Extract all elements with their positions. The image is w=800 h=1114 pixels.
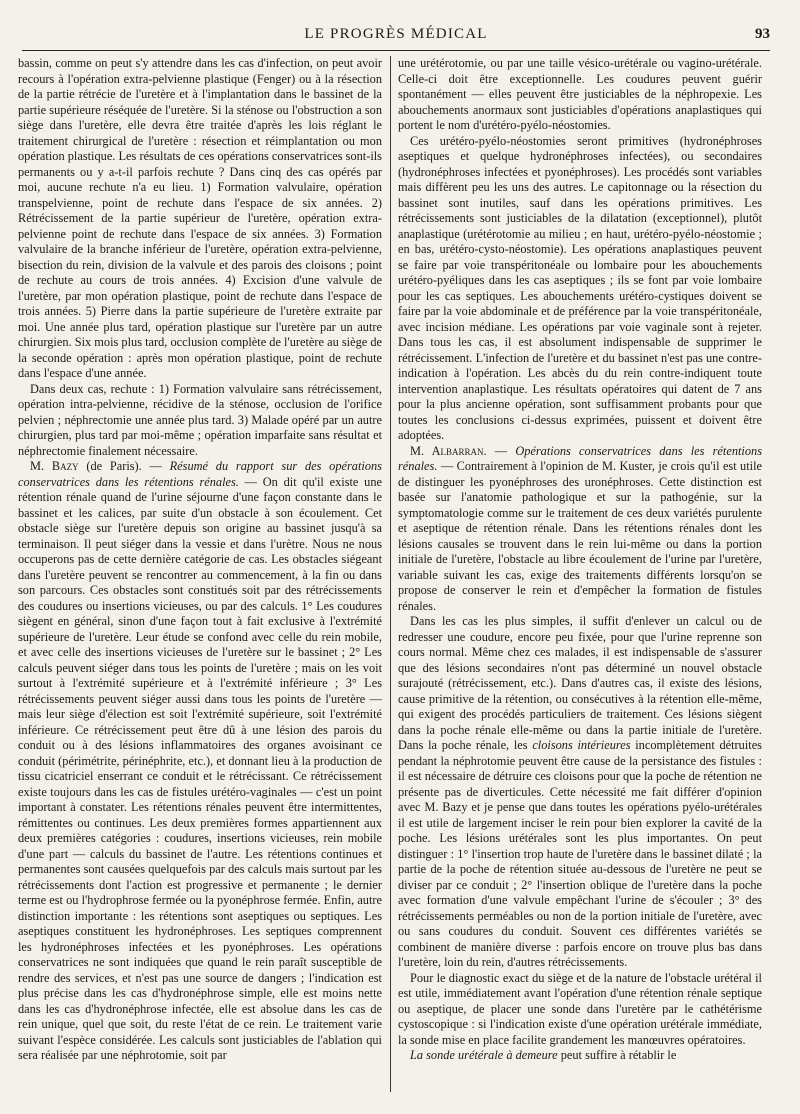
paragraph	[398, 444, 762, 615]
paragraph-body: incomplètement détruites pendant la néphrotomie peuvent être cause de la persistance des fistules : il est nécessaire de détruire ces cloisons pour que la poche de rétention ne présente pas de diverticules. Cette nécessité me fait différer d'opinion avec M. Bazy et je pense que dans toutes les opérations pyélo-urétérales il est utile de largement inciser le rein pour bien explorer la cavité de la poche. Les lésions urétérales sont les plus importantes. On peut distinguer : 1° l'insertion trop haute de l'uretère dans le bassinet dilaté ; la partie de la poche de rétention située au-dessous de l'uretère ne peut se diviser par ce conduit ; 2° l'insertion oblique de l'uretère dans la poche avec formation d'une valvule empêchant l'urine de s'écouler ; 3° des rétrécissements perméables ou non de la portion initiale de l'uretère, avec ou sans coudures du conduit. Souvent ces différentes variétés se combinent de manière diverse : parfois encore on trouve plus bas dans l'uretère, loin du rein, d'autres rétrécissements.	[398, 738, 762, 969]
paragraph	[398, 614, 762, 971]
italic-term: cloisons intérieures	[532, 738, 631, 752]
page-header	[22, 26, 770, 46]
author-location: (de Paris). —	[78, 459, 170, 473]
report-title: Opérations conservatrices dans les rétentions rénales.	[398, 443, 762, 473]
report-title: Résumé du rapport sur des opérations conservatrices dans les rétentions rénales.	[18, 459, 382, 489]
header-rule	[22, 50, 770, 51]
left-column	[18, 56, 382, 1092]
author-name: M. Bazy	[30, 459, 79, 473]
separator: —	[486, 443, 516, 458]
paragraph: Dans deux cas, rechute : 1) Formation valvulaire sans rétrécissement, opération intra-pelvienne, récidive de la sténose, occlusion de l'orifice pelvien ; néphrectomie une année plus tard. 3) Malade opéré par un autre chirurgien, plus tard par moi-même ; opération imparfaite sans résultat et néphrectomie finalement nécessaire.	[18, 381, 382, 458]
paragraph: Pour le diagnostic exact du siège et de la nature de l'obstacle urétéral il est utile, immédiatement avant l'opération d'une rétention rénale septique ou aseptique, de placer une sonde dans l'uretère par le cathétérisme cystoscopique : si l'indication existe d'une opération urétérale immédiate, la sonde mise en place facilite grandement les manœuvres opératoires.	[398, 970, 762, 1047]
paragraph-body: — On dit qu'il existe une rétention rénale quand de l'urine séjourne d'une façon constante dans le bassinet et les calices, par suite d'un obstacle à son écoulement. Cet obstacle siège sur l'uretère depuis son origine au bassinet jusqu'à sa terminaison. Il peut siéger dans la vessie et dans l'urètre. Nous ne nous occuperons pas de cette dernière catégorie de cas. Les obstacles siégeant dans l'uretère peuvent se rencontrer au commencement, à la fin ou dans son parcours. Ces obstacles sont constitués soit par des rétrécissements des coudures ou insertions vicieuses, ou par des calculs. 1° Les coudures siègent en général, sinon d'une façon tout à fait exclusive à l'extrémité supérieure de l'uretère. Leur étude se confond avec celle du rein mobile, et avec celle des insertions vicieuses de l'uretère sur le bassinet ; 2° Les calculs peuvent siéger dans tous les points de l'uretère ; mais on les voit surtout à l'extrémité supérieure et à l'extrémité inférieure ; 3° Les rétrécissements peuvent siéger aussi dans tous les points de l'uretère — mais leur siège d'élection est soit l'extrémité supérieure, soit l'extrémité inférieure. Ce rétrécissement peut être dû à une lésion des parois du conduit ou à des lésions inflammatoires des organes avoisinant ce conduit (périmétrite, périnéphrite, etc.), et donnant lieu à la production de tissu cicatriciel enserrant ce conduit et le rétrécissant. Ce rétrécissement existe toujours dans les cas de fistules urétéro-vaginales — c'est un point important à constater. Les rétentions rénales peuvent être intermittentes, rémittentes ou continues. Les deux premières formes appartiennent aux deux premières catégories : coudures, insertions vicieuses, rein mobile d'une part — calculs du bassinet de l'autre. Les rétentions continues et permanentes sont causées quelquefois par des calculs mais surtout par les rétrécissements dont l'action est progressive et permanente ; le dernier terme est ou l'hydrophrose fermée ou la pyonéphrose fermée. Enfin, autre distinction importante : les rétentions sont aseptiques ou septiques. Les aseptiques constituent les hydronéphroses. Les septiques comprennent les hydronéphroses infectées et les pyonéphroses. Les opérations conservatrices ne sont indiquées que quand le rein paraît susceptible de rendre des services, et n'est pas une source de dangers ; l'indication est plus précise dans les cas d'hydronéphrose simple, elle est moins nette dans les cas d'hydronéphrose infectée, elle est absolue dans les cas de rein unique, quel que soit, du reste l'état de ce rein. Le traitement varie suivant l'espèce considérée. Les calculs sont justiciables de l'ablation qui sera réalisée par une néphrotomie, soit par	[18, 474, 382, 1062]
column-divider	[390, 56, 391, 1092]
article-columns	[18, 56, 770, 1092]
running-title: LE PROGRÈS MÉDICAL	[304, 26, 488, 42]
right-column	[398, 56, 762, 1092]
paragraph	[398, 1048, 762, 1064]
paragraph: Ces urétéro-pyélo-néostomies seront primitives (hydronéphroses aseptiques et quelque hydronéphroses infectées), ou secondaires (hydronéphroses infectées et pyonéphroses). Les procédés sont variables mais diffèrent peu les uns des autres. Le capitonnage ou la résection du bassinet sont inutiles, sauf dans les opérations primitives. Les rétrécissements sont justiciables de la dilatation (exceptionnel), plutôt anaplastique (urétérotomie au milieu ; en haut, urétéro-pyélo-néostomie ; en bas, urétéro-cysto-néostomie). Les opérations anaplastiques peuvent se faire par voie transpéritonéale ou lombaire pour les abouchements urétéro-pyéliques dans les cas aseptiques ; ils se font par voie lombaire pour les cas septiques. Les abouchements urétéro-cystiques doivent se faire par la voie abdominale et de préférence par la voie transpéritonéale, avec incision médiane. Les opérations par voie vaginale sont à rejeter. Dans tous les cas, il est absolument indispensable de supprimer le rétrécissement. L'infection de l'uretère et du bassinet n'est pas une contre-indication à l'opération. Les abcès du du rein contre-indiquent toute intervention anaplastique. Les résultats opératoires qui datent de 7 ans pour la plus ancienne opération, sont suffisamment probants pour que toutes les conclusions ci-dessus exprimées, puissent et doivent être adoptées.	[398, 133, 762, 442]
paragraph: une urétérotomie, ou par une taille vésico-urétérale ou vagino-urétérale. Celle-ci doit être exceptionnelle. Les coudures peuvent guérir spontanément — elles peuvent être justiciables de la néphropexie. Les abouchements anormaux sont justiciables d'opérations anaplastiques qui portent le nom d'urétéro-pyélo-néostomies.	[398, 56, 762, 132]
paragraph-body: peut suffire à rétablir le	[557, 1048, 677, 1062]
author-name: M. Albarran.	[410, 443, 487, 458]
page-number: 93	[755, 26, 770, 42]
italic-term: La sonde urétérale à demeure	[410, 1048, 558, 1062]
paragraph	[18, 459, 382, 1064]
paragraph-body: — Contrairement à l'opinion de M. Kuster, je crois qu'il est utile de distinguer les pyonéphroses des uronéphroses. Cette distinction est basée sur l'anatomie pathologique et sur la pathogénie, sur la symptomatologie comme sur le traitement de ces deux variétés purulente et aseptique de rétention rénale. Dans les rétentions rénales dont les lésions causales se trouvent dans le rein lui-même ou dans la portion initiale de l'uretère, l'obstacle au libre écoulement de l'urine par l'uretère, variable suivant les cas, exige des traitements différents lorsqu'on se propose de conserver le rein et d'empêcher la formation de fistules rénales.	[398, 459, 762, 613]
paragraph: bassin, comme on peut s'y attendre dans les cas d'infection, on peut avoir recours à l'opération extra-pelvienne plastique (Fenger) ou à la résection de la partie rétrécie de l'uretère et à l'implantation dans le bassinet de la partie supérieure réséquée de l'uretère. Si la sténose ou l'obstruction a son siège dans l'uretère, elle devra être traitée d'après les lois réglant le traitement chirurgical de l'uretère : résection et réimplantation ou mon opération plastique. Les résultats de ces opérations conservatrices sont-ils permanents ou y a-t-il parfois rechute ? Dans cinq des cas opérés par moi, aucune rechute n'a eu lieu. 1) Formation valvulaire, opération transpelvienne, point de rechute dans l'espace de six années. 2) Rétrécissement de la partie supérieur de l'uretère, opération extra-pelvienne point de rechute dans l'espace de six années. 3) Formation valvulaire de la branche inférieur de l'uretère, opération extra-pelvienne, bisection du rein, division de la valvule et des parois des cloisons ; point de rechute au cours de trois années. 4) Excision d'une valvule de l'uretère, par mon opération plastique, point de rechute dans l'espace de trois années. 5) Pierre dans la partie supérieure de l'uretère extraite par moi. Une année plus tard, opération plastique sur l'uretère par un autre chirurgien. Six mois plus tard, occlusion complète de l'uretère au siège de la seconde opération : après mon opération plastique, point de rechute dans l'espace d'une année.	[18, 56, 382, 380]
paragraph-body: Dans les cas les plus simples, il suffit d'enlever un calcul ou de redresser une coudure, encore peu fixée, pour que l'urine reprenne son cours normal. Même chez ces malades, il est indispensable de s'assurer que des lésions secondaires n'ont pas déterminé un nouvel obstacle surajouté (rétrécissement, etc.). Dans d'autres cas, il existe des lésions, cause primitive de la rétention, ou consécutives à la rétention elle-même, qui exigent des procédés particuliers de traitement. Ces lésions siègent dans la poche rénale elle-même ou dans la partie initiale de l'uretère. Dans la poche rénale, les	[398, 614, 762, 752]
